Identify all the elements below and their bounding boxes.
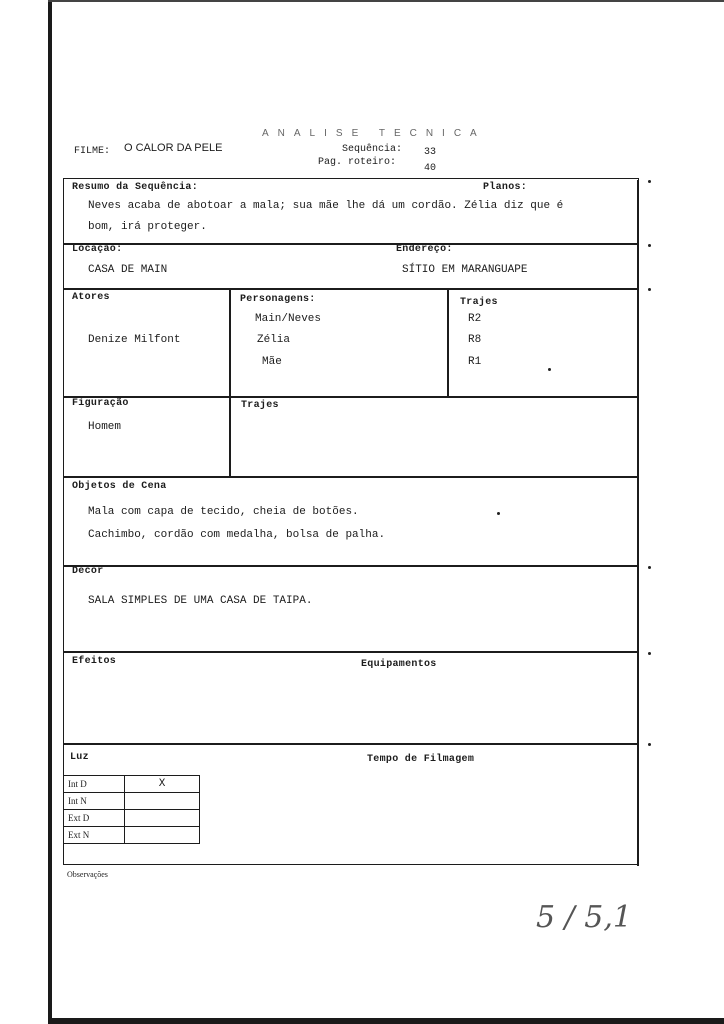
extras-label: Figuração (72, 398, 129, 409)
light-row-label: Int N (64, 793, 125, 810)
shooting-time-label: Tempo de Filmagem (367, 754, 475, 765)
divider (63, 565, 639, 567)
column-divider (229, 288, 231, 476)
location-value: CASA DE MAIN (88, 264, 168, 276)
form-grid (63, 178, 639, 865)
divider (63, 243, 639, 245)
summary-line-2: bom, irá proteger. (88, 221, 207, 233)
scan-speck (497, 512, 500, 515)
scan-speck (648, 743, 651, 746)
props-line-2: Cachimbo, cordão com medalha, bolsa de palha. (88, 529, 386, 541)
sequence-label: Sequência: (342, 144, 403, 155)
light-row-label: Int D (64, 776, 125, 793)
table-row (64, 793, 200, 810)
scan-speck (648, 652, 651, 655)
character-item: Mãe (262, 356, 282, 368)
light-label: Luz (70, 752, 89, 763)
actor-name: Denize Milfont (88, 334, 181, 346)
scan-speck (648, 244, 651, 247)
costume-item: R8 (468, 334, 482, 346)
light-row-mark: X (125, 776, 200, 793)
divider (63, 396, 639, 398)
decor-value: SALA SIMPLES DE UMA CASA DE TAIPA. (88, 595, 313, 607)
costumes-label: Trajes (460, 297, 498, 308)
address-value: SÍTIO EM MARANGUAPE (402, 264, 528, 276)
sequence-number: 33 (424, 147, 437, 158)
form-title: ANALISE TECNICA (262, 128, 486, 139)
extras-value: Homem (88, 421, 122, 433)
light-row-mark (125, 827, 200, 844)
grid-right-shadow (637, 180, 639, 866)
light-row-label: Ext N (64, 827, 125, 844)
divider (63, 288, 639, 290)
equipment-label: Equipamentos (361, 659, 437, 670)
location-label: Locação: (72, 244, 123, 255)
extras-costumes-label: Trajes (241, 400, 279, 411)
decor-label: Decor (72, 566, 104, 577)
scan-speck (548, 368, 551, 371)
table-row (64, 827, 200, 844)
actors-label: Atores (72, 292, 110, 303)
scan-speck (648, 566, 651, 569)
props-line-1: Mala com capa de tecido, cheia de botões. (88, 506, 359, 518)
film-label: FILME: (74, 146, 111, 157)
summary-line-1: Neves acaba de abotoar a mala; sua mãe lhe dá um cordão. Zélia diz que é (88, 200, 564, 212)
costume-item: R1 (468, 356, 482, 368)
light-row-mark (125, 793, 200, 810)
page-number: 40 (424, 163, 437, 174)
characters-label: Personagens: (240, 294, 316, 305)
scan-border-left (48, 0, 52, 1024)
planos-label: Planos: (483, 182, 528, 193)
character-item: Main/Neves (255, 313, 322, 325)
scan-border-bottom (48, 1018, 724, 1024)
scan-border-top (48, 0, 724, 2)
costume-item: R2 (468, 313, 482, 325)
character-item: Zélia (257, 334, 291, 346)
address-label: Endereço: (396, 244, 453, 255)
summary-label: Resumo da Sequência: (72, 182, 199, 193)
page-label: Pag. roteiro: (318, 157, 397, 168)
divider (63, 476, 639, 478)
film-title: O CALOR DA PELE (124, 142, 223, 154)
table-row (64, 776, 200, 793)
light-row-mark (125, 810, 200, 827)
light-table (63, 775, 200, 844)
scan-speck (648, 180, 651, 183)
divider (63, 743, 639, 745)
props-label: Objetos de Cena (72, 481, 167, 492)
light-row-label: Ext D (64, 810, 125, 827)
column-divider (447, 288, 449, 396)
notes-label: Observações (67, 870, 108, 879)
scan-speck (648, 288, 651, 291)
handwritten-note: 5 / 5,1 (536, 900, 632, 935)
effects-label: Efeitos (72, 656, 117, 667)
divider (63, 651, 639, 653)
table-row (64, 810, 200, 827)
